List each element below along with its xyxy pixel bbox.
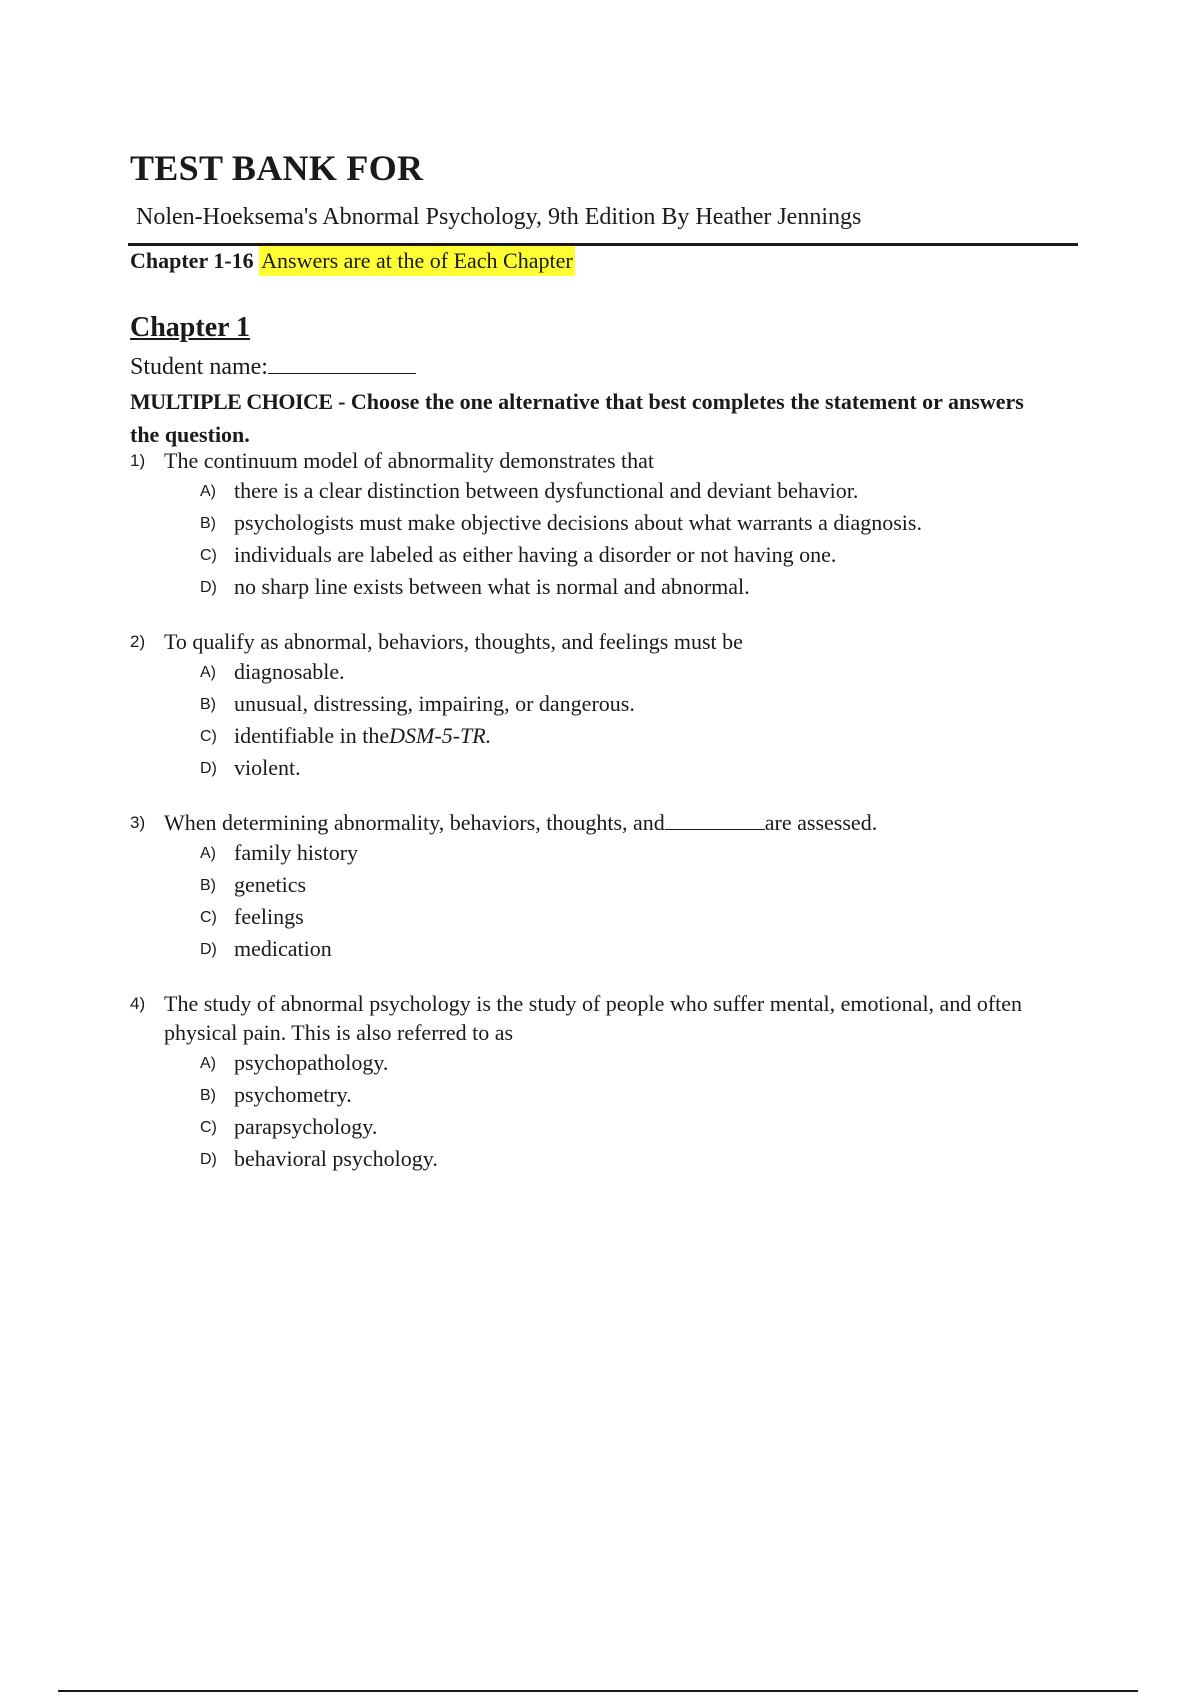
option-letter: B) xyxy=(200,1087,216,1104)
footer-divider xyxy=(58,1690,1138,1692)
question-number: 1) xyxy=(130,451,146,470)
option-text: individuals are labeled as either having a disorder or not having one. xyxy=(234,542,837,567)
option-text: violent. xyxy=(234,755,301,780)
option-letter: C) xyxy=(200,547,217,564)
option-text-plain: identifiable in the xyxy=(234,723,390,748)
option-text-italic: DSM-5-TR. xyxy=(389,723,492,748)
option-text: there is a clear distinction between dysfunctional and deviant behavior. xyxy=(234,478,859,503)
option-text: parapsychology. xyxy=(234,1114,378,1139)
question-number: 3) xyxy=(130,813,146,832)
option-text: psychologists must make objective decisions about what warrants a diagnosis. xyxy=(234,510,922,535)
option-letter: B) xyxy=(200,515,216,532)
option-c xyxy=(200,539,1070,571)
option-text: unusual, distressing, impairing, or dangerous. xyxy=(234,691,635,716)
option-list xyxy=(200,1047,1070,1175)
option-a xyxy=(200,837,1070,869)
chapter-range: Chapter 1-16 xyxy=(130,248,254,273)
option-text: genetics xyxy=(234,872,307,897)
question-3 xyxy=(130,808,1070,965)
option-text: feelings xyxy=(234,904,304,929)
option-a xyxy=(200,1047,1070,1079)
instructions-lead: MULTIPLE CHOICE xyxy=(130,389,333,414)
option-letter: C) xyxy=(200,909,217,926)
option-d xyxy=(200,752,1070,784)
chapter-heading: Chapter 1 xyxy=(130,312,251,343)
instructions xyxy=(130,385,1050,451)
question-text: To qualify as abnormal, behaviors, thoughts, and feelings must be xyxy=(164,629,743,654)
question-text: The continuum model of abnormality demonstrates that xyxy=(164,448,654,473)
option-letter: D) xyxy=(200,1151,217,1168)
option-letter: D) xyxy=(200,941,217,958)
option-a xyxy=(200,475,1070,507)
option-b xyxy=(200,869,1070,901)
answers-note-highlight: Answers are at the of Each Chapter xyxy=(259,246,575,276)
question-number: 4) xyxy=(130,994,146,1013)
option-letter: C) xyxy=(200,1119,217,1136)
option-letter: A) xyxy=(200,845,216,862)
option-letter: A) xyxy=(200,664,216,681)
option-list xyxy=(200,656,1070,784)
option-b xyxy=(200,688,1070,720)
question-text xyxy=(164,808,1070,837)
option-b xyxy=(200,1079,1070,1111)
option-letter: D) xyxy=(200,760,217,777)
option-text: medication xyxy=(234,936,332,961)
option-d xyxy=(200,571,1070,603)
student-name-line xyxy=(130,353,416,379)
student-name-blank xyxy=(268,353,416,374)
option-text: psychometry. xyxy=(234,1082,352,1107)
option-text: psychopathology. xyxy=(234,1050,389,1075)
document-title: TEST BANK FOR xyxy=(130,148,424,188)
question-number: 2) xyxy=(130,632,146,651)
option-c xyxy=(200,1111,1070,1143)
question-1 xyxy=(130,446,1070,603)
option-letter: C) xyxy=(200,728,217,745)
option-d xyxy=(200,1143,1070,1175)
question-list xyxy=(130,446,1070,1199)
option-c xyxy=(200,901,1070,933)
question-text-before: When determining abnormality, behaviors, thoughts, and xyxy=(164,810,665,835)
chapter-range-line xyxy=(130,248,575,274)
student-name-label: Student name: xyxy=(130,354,268,380)
option-list xyxy=(200,475,1070,603)
document-subtitle: Nolen-Hoeksema's Abnormal Psychology, 9th Edition By Heather Jennings xyxy=(136,204,862,230)
option-text: family history xyxy=(234,840,359,865)
option-letter: A) xyxy=(200,1055,216,1072)
option-letter: A) xyxy=(200,483,216,500)
option-text: diagnosable. xyxy=(234,659,345,684)
question-4 xyxy=(130,989,1070,1175)
option-a xyxy=(200,656,1070,688)
option-c xyxy=(200,720,1070,752)
instructions-text: - Choose the one alternative that best completes the statement or answers the question. xyxy=(130,389,1024,447)
question-text: The study of abnormal psychology is the study of people who suffer mental, emotional, and often physical pain. This is also referred to as xyxy=(164,991,1023,1045)
option-list xyxy=(200,837,1070,965)
option-letter: D) xyxy=(200,579,217,596)
option-text: no sharp line exists between what is normal and abnormal. xyxy=(234,574,750,599)
option-letter: B) xyxy=(200,696,216,713)
option-d xyxy=(200,933,1070,965)
question-2 xyxy=(130,627,1070,784)
fill-in-blank xyxy=(665,809,765,830)
option-letter: B) xyxy=(200,877,216,894)
option-b xyxy=(200,507,1070,539)
option-text: behavioral psychology. xyxy=(234,1146,438,1171)
option-text xyxy=(234,720,491,752)
question-text-after: are assessed. xyxy=(764,810,878,835)
